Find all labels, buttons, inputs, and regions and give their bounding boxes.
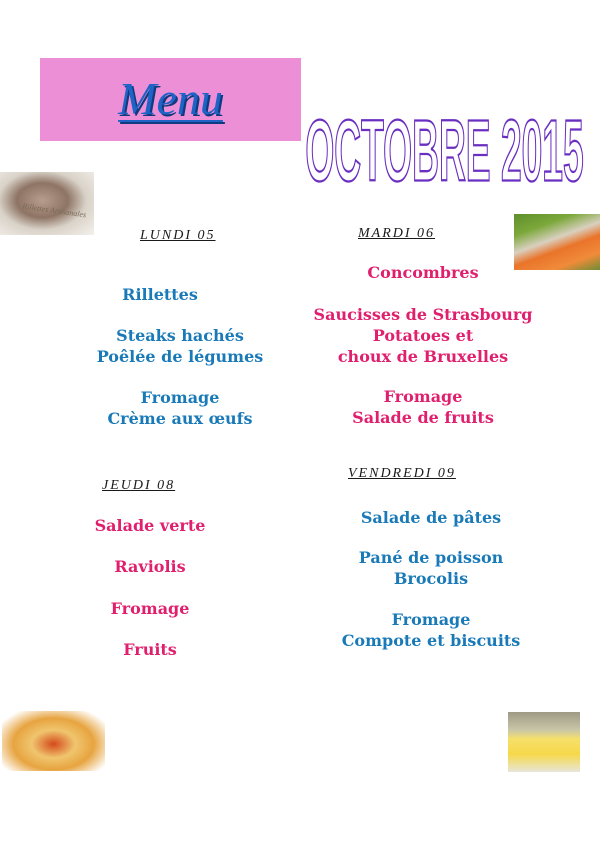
menu-item: Salade verte xyxy=(94,516,206,535)
rillettes-jar-photo xyxy=(0,172,94,235)
menu-item: Saucisses de Strasbourg xyxy=(313,305,533,324)
menu-title-box xyxy=(40,58,301,141)
menu-mardi-main xyxy=(300,304,546,367)
menu-item: Crème aux œufs xyxy=(107,409,253,428)
menu-mardi-dessert xyxy=(300,386,546,428)
menu-item: Rillettes xyxy=(122,285,198,304)
menu-mardi-starter xyxy=(300,262,546,283)
menu-item: Potatoes et xyxy=(372,326,474,345)
menu-item: Concombres xyxy=(367,263,479,282)
menu-vendredi-starter xyxy=(318,507,544,528)
month-title-text: OCTOBRE 2015 xyxy=(305,102,584,201)
day-heading-jeudi: JEUDI 08 xyxy=(102,478,176,493)
menu-item: Steaks hachés xyxy=(116,326,244,345)
menu-item: Fromage xyxy=(110,599,190,618)
menu-jeudi-cheese xyxy=(50,598,250,619)
menu-lundi xyxy=(60,284,260,305)
menu-jeudi-dessert xyxy=(50,639,250,660)
menu-lundi-main xyxy=(60,325,300,367)
menu-item: Fromage xyxy=(383,387,463,406)
day-heading-vendredi: VENDREDI 09 xyxy=(348,466,456,481)
day-heading-mardi: MARDI 06 xyxy=(358,226,436,241)
month-title-wordart xyxy=(305,82,584,222)
menu-item: Raviolis xyxy=(114,557,186,576)
menu-item: Compote et biscuits xyxy=(341,631,521,650)
menu-jeudi-starter xyxy=(50,515,250,536)
menu-item: Pané de poisson xyxy=(358,548,504,567)
menu-vendredi-main xyxy=(318,547,544,589)
menu-item: choux de Bruxelles xyxy=(337,347,509,366)
ravioli-photo xyxy=(2,711,105,771)
rillettes-jar-label: Rillettes Artisanales xyxy=(21,201,87,220)
menu-lundi-dessert xyxy=(60,387,300,429)
menu-title: Menu xyxy=(118,73,223,124)
menu-item: Poêlée de légumes xyxy=(96,347,264,366)
menu-item: Fromage xyxy=(391,610,471,629)
day-heading-lundi: LUNDI 05 xyxy=(140,228,216,243)
compote-photo xyxy=(508,712,580,772)
menu-jeudi-main xyxy=(50,556,250,577)
menu-item: Salade de pâtes xyxy=(360,508,502,527)
month-title xyxy=(305,82,584,222)
menu-vendredi-dessert xyxy=(318,609,544,651)
menu-item: Fruits xyxy=(123,640,177,659)
menu-item: Salade de fruits xyxy=(352,408,494,427)
menu-item: Fromage xyxy=(140,388,220,407)
menu-item: Brocolis xyxy=(393,569,469,588)
